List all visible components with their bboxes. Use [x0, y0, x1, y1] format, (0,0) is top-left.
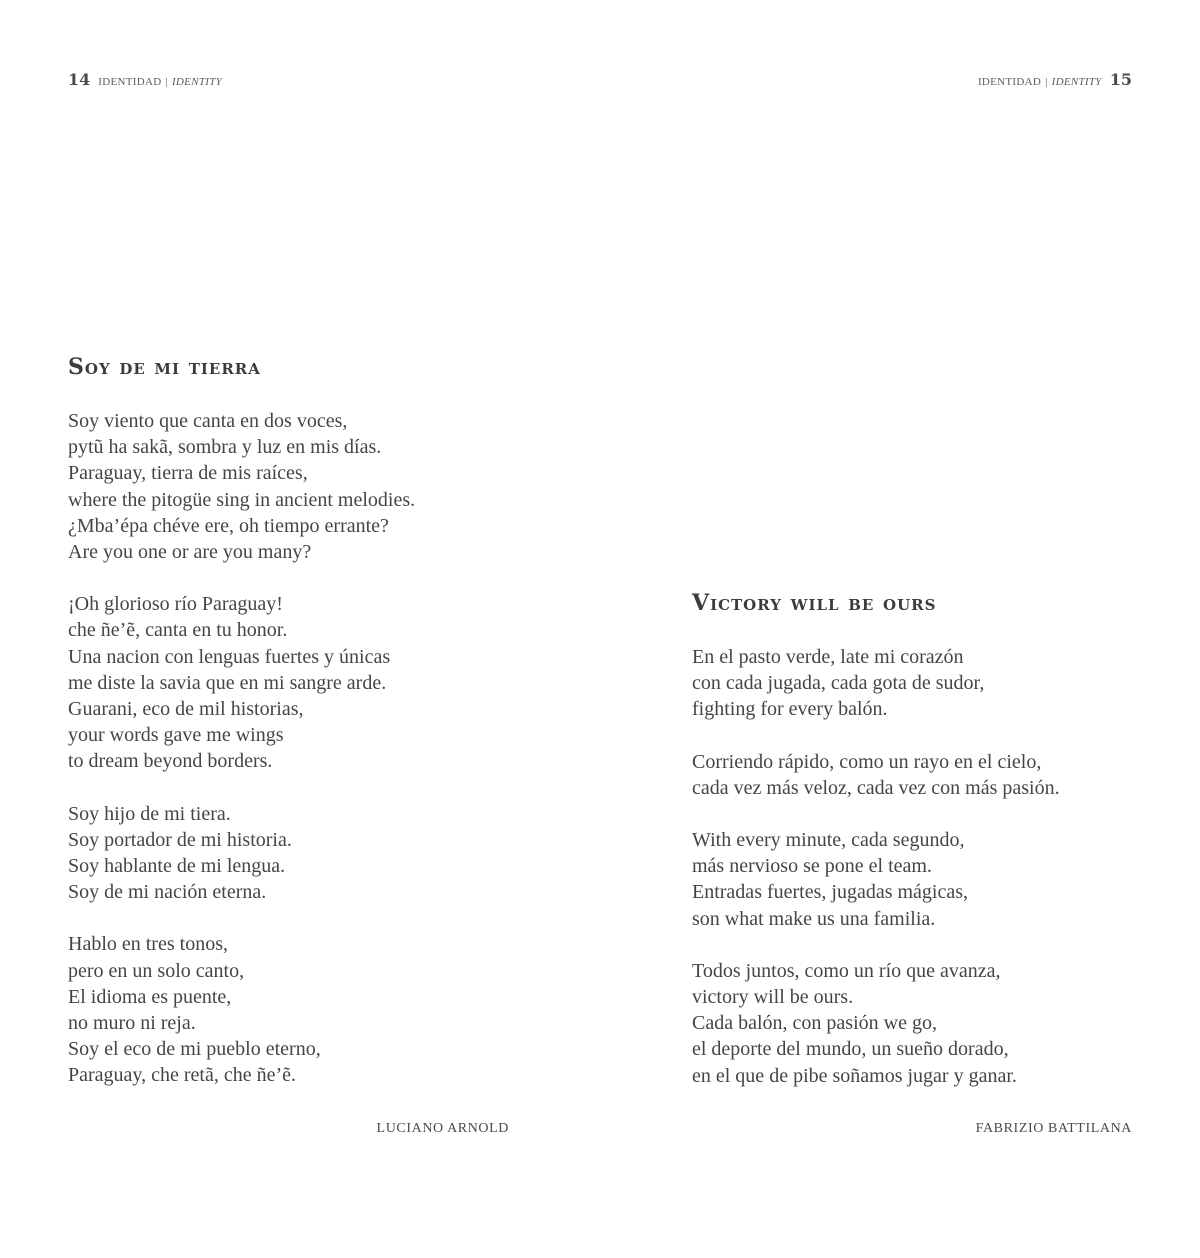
poem-line: Soy el eco de mi pueblo eterno, [68, 1038, 321, 1061]
section-es: IDENTIDAD [98, 76, 162, 88]
section-en: IDENTITY [1051, 76, 1102, 88]
poem-line: Cada balón, con pasión we go, [692, 1012, 937, 1035]
running-head-right [978, 70, 1132, 89]
poem-line: With every minute, cada segundo, [692, 829, 965, 852]
section-es: IDENTIDAD [977, 76, 1042, 88]
poem-line: Entradas fuertes, jugadas mágicas, [692, 881, 969, 904]
poem-soy-de-mi-tierra [68, 352, 415, 1115]
section-separator: | [165, 76, 168, 88]
poem-line: where the pitogüe sing in ancient melodies. [68, 488, 416, 511]
poem-line: ¿Mba’épa chéve ere, oh tiempo errante? [68, 514, 389, 537]
poem-victory-will-be-ours [692, 588, 1060, 1115]
stanza [68, 931, 415, 1088]
poem-line: me diste la savia que en mi sangre arde. [68, 671, 387, 694]
section-separator: | [1045, 76, 1048, 88]
poem-line: Soy viento que canta en dos voces, [68, 410, 348, 432]
poem-line: el deporte del mundo, un sueño dorado, [692, 1038, 1009, 1061]
stanza [68, 801, 415, 906]
stanza [68, 591, 415, 774]
poem-line: con cada jugada, cada gota de sudor, [692, 672, 985, 695]
stanza [692, 644, 1060, 723]
poem-line: ¡Oh glorioso río Paraguay! [68, 593, 283, 616]
poem-line: Paraguay, tierra de mis raíces, [68, 462, 308, 485]
poem-line: pytũ ha sakã, sombra y luz en mis días. [68, 436, 382, 459]
poem-title: Victory will be ours [692, 590, 937, 616]
poem-line: Soy hablante de mi lengua. [68, 855, 286, 878]
running-head-left [68, 70, 222, 89]
stanza [68, 408, 415, 565]
poem-line: Paraguay, che retã, che ñe’ẽ. [68, 1064, 297, 1087]
poem-line: Soy hijo de mi tiera. [68, 802, 231, 825]
stanza [692, 749, 1060, 801]
poem-line: Corriendo rápido, como un rayo en el cielo, [692, 750, 1042, 773]
poem-author: FABRIZIO BATTILANA [975, 1121, 1132, 1136]
stanza [692, 827, 1060, 932]
poem-line: en el que de pibe soñamos jugar y ganar. [692, 1064, 1017, 1087]
section-label [978, 76, 1102, 88]
section-en: IDENTITY [171, 76, 223, 88]
poem-line: fighting for every balón. [692, 698, 888, 721]
poem-line: no muro ni reja. [68, 1012, 196, 1035]
poem-line: to dream beyond borders. [68, 750, 273, 773]
poem-line: che ñe’ẽ, canta en tu honor. [68, 619, 288, 642]
page-number: 15 [1109, 70, 1132, 89]
poem-line: Todos juntos, como un río que avanza, [692, 959, 1001, 982]
poem-line: Una nacion con lenguas fuertes y únicas [68, 645, 391, 668]
section-label [98, 76, 222, 88]
poem-line: your words gave me wings [68, 724, 284, 747]
right-page [600, 0, 1200, 1258]
poem-line: Soy de mi nación eterna. [68, 881, 267, 904]
poem-line: El idioma es puente, [68, 985, 232, 1008]
poem-line: Hablo en tres tonos, [68, 933, 228, 956]
poem-line: pero en un solo canto, [68, 959, 245, 982]
poem-line: Are you one or are you many? [68, 541, 312, 564]
poem-line: cada vez más veloz, cada vez con más pasión. [692, 776, 1060, 799]
poem-line: son what make us una familia. [692, 907, 936, 930]
poem-line: victory will be ours. [692, 986, 854, 1009]
poem-line: más nervioso se pone el team. [692, 855, 932, 878]
poem-line: Soy portador de mi historia. [68, 828, 292, 851]
poem-line: En el pasto verde, late mi corazón [692, 646, 964, 668]
poem-title: Soy de mi tierra [68, 354, 261, 380]
page-number: 14 [68, 70, 91, 89]
poem-author: LUCIANO ARNOLD [376, 1121, 509, 1136]
stanza [692, 958, 1060, 1089]
poem-line: Guarani, eco de mil historias, [68, 698, 304, 721]
